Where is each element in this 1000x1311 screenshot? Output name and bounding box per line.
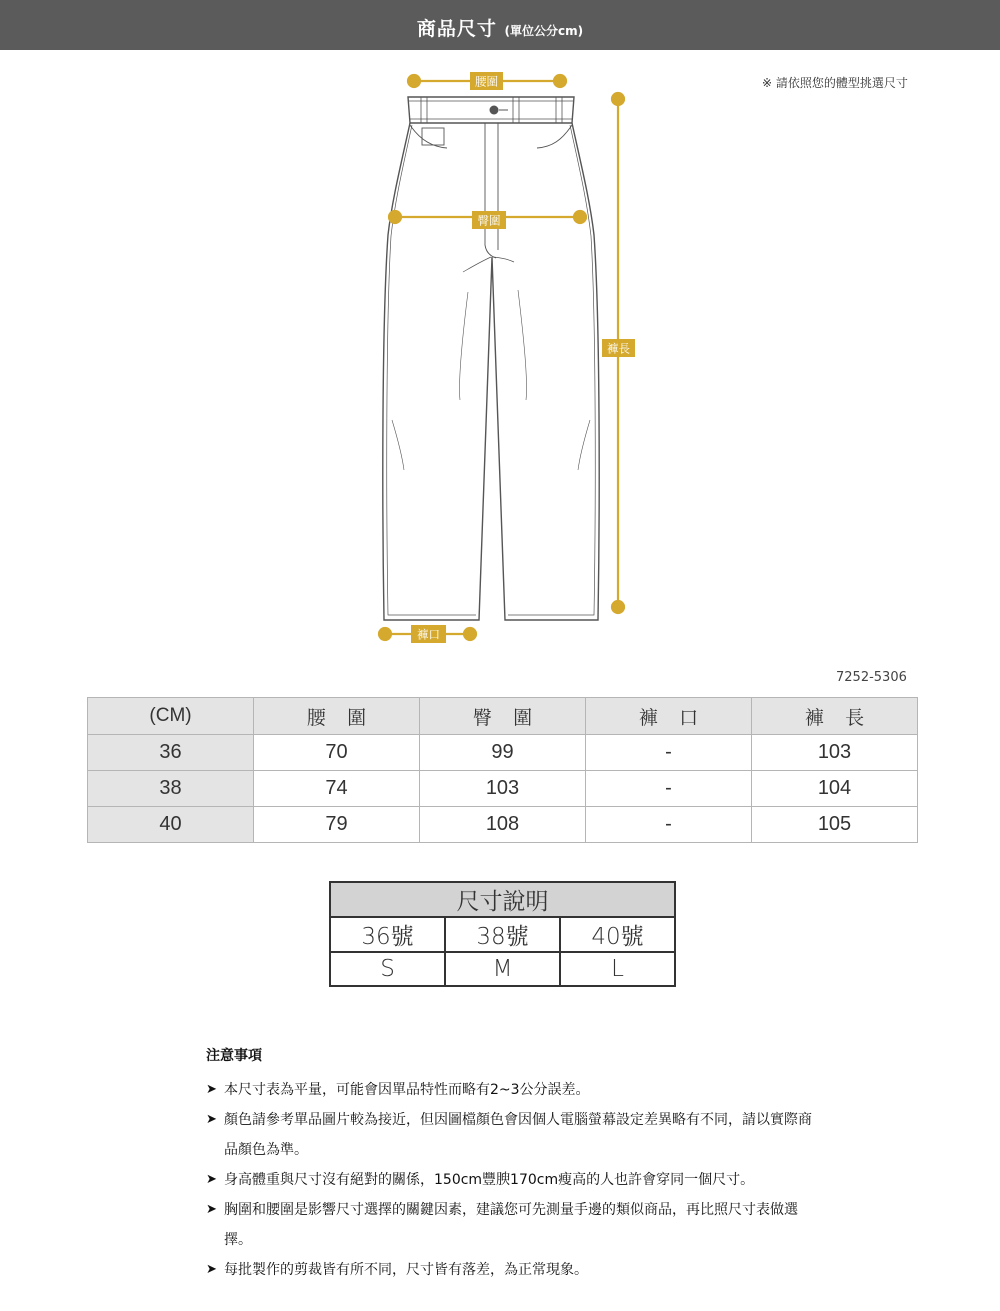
- length-cell: 104: [752, 771, 918, 807]
- header-unit: (單位公分cm): [504, 24, 584, 38]
- note-text: 每批製作的剪裁皆有所不同，尺寸皆有落差，為正常現象。: [224, 1262, 588, 1278]
- length-dot-top: [612, 93, 624, 105]
- header-cell-hip: 臀 圍: [420, 698, 586, 735]
- length-label: 褲長: [607, 341, 630, 356]
- table-row: [88, 735, 918, 771]
- waist-dot-right: [554, 75, 566, 87]
- hem-cell: -: [586, 735, 752, 771]
- header-cell-unit: (CM): [88, 698, 254, 735]
- hem-dot-left: [379, 628, 391, 640]
- waist-cell: 79: [254, 807, 420, 843]
- list-item: [206, 1195, 824, 1255]
- hip-dot-right: [574, 211, 586, 223]
- waist-label: 腰圍: [475, 74, 498, 89]
- header-title: 商品尺寸: [416, 18, 497, 40]
- size-conversion-title: 尺寸說明: [330, 882, 675, 917]
- table-row: [88, 807, 918, 843]
- size-letter-cell: M: [445, 952, 560, 986]
- notes-title: 注意事項: [206, 1048, 262, 1064]
- arrow-icon: ➤: [206, 1262, 217, 1277]
- header-cell-hem: 褲 口: [586, 698, 752, 735]
- size-cell: 40: [88, 807, 254, 843]
- hip-label: 臀圍: [477, 213, 501, 228]
- hip-cell: 103: [420, 771, 586, 807]
- length-cell: 103: [752, 735, 918, 771]
- size-number-cell: 38號: [445, 917, 560, 952]
- size-cell: 38: [88, 771, 254, 807]
- note-text: 顏色請參考單品圖片較為接近，但因圖檔顏色會因個人電腦螢幕設定差異略有不同，請以實際商品顏色為準。: [224, 1112, 812, 1158]
- arrow-icon: ➤: [206, 1112, 217, 1127]
- table-row: [88, 771, 918, 807]
- notes-list: [206, 1075, 824, 1285]
- size-table: [87, 697, 918, 843]
- list-item: [206, 1165, 824, 1195]
- size-number-cell: 36號: [330, 917, 445, 952]
- size-number-cell: 40號: [560, 917, 675, 952]
- notes-section: [206, 1045, 824, 1285]
- arrow-icon: ➤: [206, 1082, 217, 1097]
- list-item: [206, 1255, 824, 1285]
- hem-label: 褲口: [417, 627, 440, 642]
- hip-cell: 108: [420, 807, 586, 843]
- waist-cell: 74: [254, 771, 420, 807]
- size-table-header: [88, 698, 918, 735]
- hem-cell: -: [586, 771, 752, 807]
- list-item: [206, 1105, 824, 1165]
- hip-dot-left: [389, 211, 401, 223]
- header-cell-waist: 腰 圍: [254, 698, 420, 735]
- note-text: 身高體重與尺寸沒有絕對的關係，150cm豐腴170cm瘦高的人也許會穿同一個尺寸。: [224, 1172, 755, 1188]
- hem-cell: -: [586, 807, 752, 843]
- size-letter-cell: S: [330, 952, 445, 986]
- size-cell: 36: [88, 735, 254, 771]
- length-dot-bottom: [612, 601, 624, 613]
- note-text: 胸圍和腰圍是影響尺寸選擇的關鍵因素，建議您可先測量手邊的類似商品，再比照尺寸表做選擇。: [224, 1202, 798, 1248]
- product-code: 7252-5306: [836, 670, 907, 685]
- hem-dot-right: [464, 628, 476, 640]
- list-item: [206, 1075, 824, 1105]
- waist-cell: 70: [254, 735, 420, 771]
- hip-cell: 99: [420, 735, 586, 771]
- arrow-icon: ➤: [206, 1202, 217, 1217]
- pants-outline: [383, 97, 599, 620]
- size-hint: ※ 請依照您的體型挑選尺寸: [762, 76, 908, 90]
- size-conversion-table: [329, 881, 676, 987]
- button-icon: [490, 106, 499, 115]
- waist-dot-left: [408, 75, 420, 87]
- note-text: 本尺寸表為平量，可能會因單品特性而略有2~3公分誤差。: [224, 1082, 590, 1098]
- length-cell: 105: [752, 807, 918, 843]
- arrow-icon: ➤: [206, 1172, 217, 1187]
- size-letter-cell: L: [560, 952, 675, 986]
- header-cell-length: 褲 長: [752, 698, 918, 735]
